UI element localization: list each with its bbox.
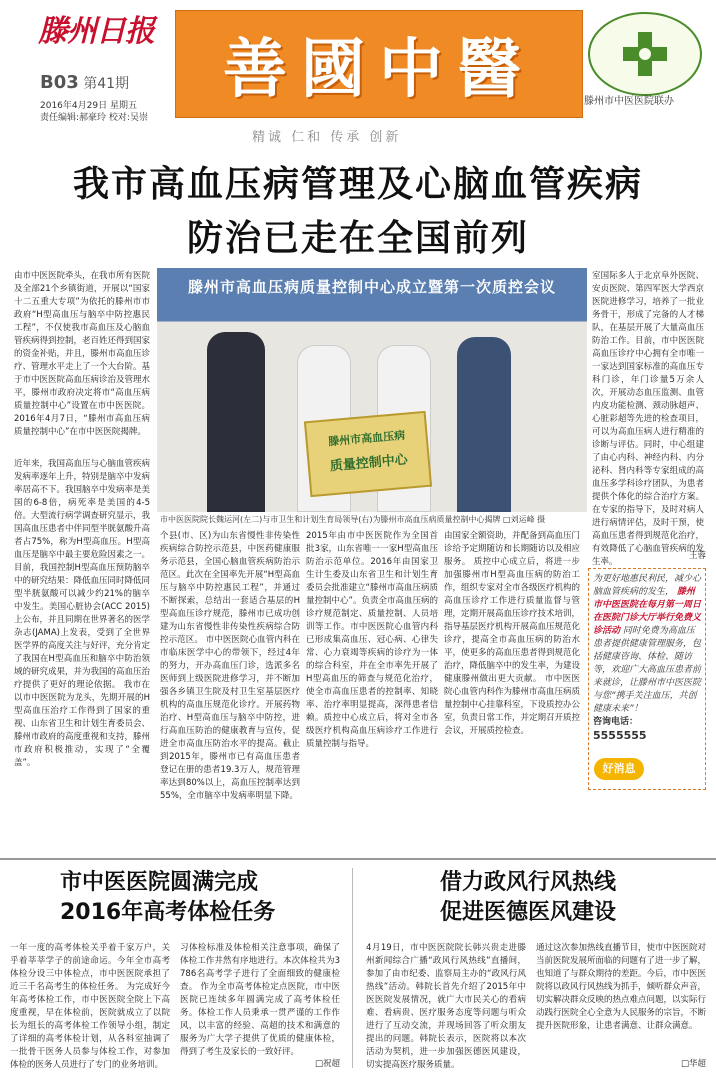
story2-title [60, 868, 340, 928]
section-divider [0, 858, 716, 860]
lead-headline-line1: 我市高血压病管理及心脑血管疾病 [72, 164, 643, 205]
lead-column-3: 2015年由市中医医院作为全国首批3家，山东省唯一一家H型高血压防治示范单位。2016年由国家卫生计生委及山东省卫生和计划生育委员会批准建立“滕州市高血压病质量控制中心”。负责全市高血压病的诊疗规范制定、质量控制、人员培训等工作。市中医医院心血管内科已形成集高血压、冠心病、心律失常、心力衰竭等疾病的诊疗为一体的综合科室，并在全市率先开展了H型高血压的筛查与规范化治疗，使全市高血压患者的控制率、知晓率、治疗率明显提高，深得患者信赖。质控中心成立后，将对全市各级医疗机构高血压病诊疗工作进行质量控制与指导。 [306, 531, 438, 749]
issue-label: 第41期 [83, 76, 130, 92]
hospital-logo [588, 12, 702, 96]
story3-column-2: 通过这次参加热线直播节目，使市中医医院对当前医院发展所面临的问题有了进一步了解，也知道了与群众期待的差距。今后，市中医医院将以政风行风热线为抓手，倾听群众声音，切实解决群众反映的热点难点问题，以实际行动践行医院全心全意为人民服务的宗旨，不断提升医院形象，让患者满意、让群众满意。 [536, 943, 707, 1031]
photo-person [457, 337, 511, 512]
photo-plaque [304, 411, 432, 497]
newspaper-name: 滕州日报 [38, 14, 154, 49]
story3-column-1: 4月19日，市中医医院院长韩兴贵走进滕州新闻综合广播“政风行风热线”直播间，参加了由市纪委、监察局主办的“政风行风热线”活动。韩院长首先介绍了2015年中医医院发展情况，就广大市民关心的看病难、看病贵、医疗服务态度等问题与听众进行了互动交流，并现场回答了听众朋友提出的问题。韩院长表示，医院将以本次活动为契机，进一步加强医德医风建设，切实提高医疗服务质量。 [366, 943, 526, 1070]
page-code: B03 [40, 72, 79, 93]
issue-date: 2016年4月29日 [40, 101, 108, 111]
editor-credit: 责任编辑:郝豪玲 [40, 113, 107, 123]
lead-photo [157, 268, 587, 512]
story3-author: □华超 [680, 1059, 706, 1069]
photo-caption-text: 市中医医院院长魏运河(左二)与市卫生和计划生育局领导(右)为滕州市高血压病质量控制中心揭牌 [160, 515, 501, 524]
notice-badge: 好消息 [594, 758, 644, 780]
issue-meta [40, 100, 148, 124]
photo-banner-text: 滕州市高血压病质量控制中心成立暨第一次质控会议 [187, 278, 556, 296]
photo-person [207, 332, 265, 512]
hospital-logo-icon [618, 28, 672, 80]
lead-intro: 由市中医医院牵头，在我市所有医院及全部21个乡镇街道，开展以“国家十二五重大专项”为依托的滕州市市政府“H型高血压与脑卒中防控惠民工程”，不仅使我市高血压及心脑血管疾病得到控制，老百姓还得到国家的资金补贴，并且，滕州市高血压诊疗、管理水平走上了一个大台阶。基于市中医医院高血压病诊治及管理水平，滕州市政府决定将市“高血压病质量控制中心”设置在市中医医院。2016年4月7日，“滕州市高血压病质量控制中心”在市中医医院揭牌。 [14, 271, 151, 437]
story2-title-line2: 2016年高考体检任务 [60, 900, 276, 925]
issue-info [40, 72, 129, 93]
lead-column-5: 室国际多人于北京阜外医院、安贞医院、第四军医大学西京医院进修学习，培养了一批业务骨干，形成了完备的人才梯队，在基层开展了大量高血压防治工作。目前，市中医医院高血压诊疗中心拥有全市唯一一家达到国家标准的高血压专科门诊，年门诊量5万余人次，开展动态血压监测、血管内皮功能检测、颈动脉超声、心脏彩超等先进的检查项目，可以为高血压病人进行精准的诊断与评估。同时，中心组建了由心内科、神经内科、内分泌科、肾内科等专家组成的高血压多学科诊疗团队，为患者提供个体化的综合治疗方案。在专家的指导下，及时对病人进行病情评估，及时干预，使高血压患者得到规范化治疗，有效降低了心脑血管疾病的发生率。 [592, 271, 704, 567]
story3-title-line2: 促进医德医风建设 [440, 900, 617, 925]
lead-column-4: 由国家全额资助，并配备到高血压门诊给予定期随访和长期随访以及相应服务。 质控中心成立后，将进一步加强滕州市H型高血压病的防治工作，组织专家对全市各级医疗机构的高血压诊疗工作进行质量监督与管理，定期开展高血压诊疗技术培训，指导基层医疗机构开展高血压规范化诊疗，提高全市高血压病的防治水平，使更多的高血压患者得到规范化治疗，降低脑卒中的发生率，为建设健康滕州做出更大贡献。 市中医医院心血管内科作为滕州市高血压病质量控制中心挂靠科室，下设质控办公室，负责日常工作，并定期召开质控会议，开展质控检查。 [444, 531, 581, 736]
free-clinic-notice [588, 568, 706, 790]
lead-headline-line2: 防治已走在全国前列 [186, 218, 529, 259]
lead-column-2: 个县(市、区)为山东省慢性非传染性疾病综合防控示范县，中医药健康服务示范县，全国心脑血管疾病防治示范区。此次在全国率先开展“H型高血压与脑卒中防控惠民工程”，并通过不断探索，总结出一套适合基层的H型高血压诊疗规范，滕州市已成功创建为山东省慢性非传染性疾病综合防控示范区。 市中医医院心血管内科在市临床医学中心的带领下，经过4年的努力，开办高血压门诊，选派多名医师到上级医院进修学习，并不断加强各乡镇卫生院及村卫生室基层医疗机构的高血压规范化诊疗。开展药物治疗、H型高血压与脑卒中防控，进行高血压防治的健康教育与宣传，促进全市高血压防治水平的提高。截止到2015年，滕州市已有高血压患者登记在册的患者19.3万人，规范管理率达到80%以上，高血压控制率达到55%，全市脑卒中发病率明显下降。 [160, 531, 300, 801]
logo-caption: 滕州市中医医院联办 [584, 96, 674, 107]
section-slogan: 精诚 仁和 传承 创新 [252, 130, 402, 145]
section-banner [175, 10, 583, 118]
plaque-line1: 滕州市高血压病 [327, 428, 406, 449]
story3-title [440, 868, 700, 928]
photo-caption-author: □刘运峰 摄 [503, 515, 546, 524]
issue-weekday: 星期五 [109, 101, 137, 111]
photo-caption [160, 514, 586, 525]
notice-phone: 5555555 [593, 729, 647, 742]
lead-column-1: 近年来，我国高血压与心脑血管疾病发病率逐年上升，特别是脑卒中发病率居高不下。我国脑卒中发病率是美国的6-8倍，病死率是美国的4-5倍。大型流行病学调查研究显示，我国高血压患者中伴同型半胱氨酸升高者占75%，称为H型高血压。H型高血压是脑卒中最主要危险因素之一。目前，我国控制H型高血压预防脑卒中的研究结果：降低血压同时降低同型半胱氨酸可以减少约21%的脑卒中发生。美国心脏协会(ACC 2015)上公布，并且同期在世界著名的医学杂志(JAMA)上发表，受到了全世界医学界的高度关注与好评，充分肯定了我国在H型高血压和脑卒中防治领域的研究成果，并为我国的高血压治疗提供了更好的理论依据。 我市在以市中医医院为龙头，先期开展的H型高血压治疗工作得到了国家的重视、山东省卫生和计划生育委员会、滕州市政府的高度重视和支持，滕州市政府积极推动，实现了“全覆盖”。 [14, 459, 151, 768]
notice-phone-label: 咨询电话： [593, 717, 639, 727]
notice-body: 同时免费为高血压患者提供健康管理服务，包括健康咨询、体检、随访等，欢迎广大高血压患者前来就诊，让滕州市中医医院与您“携手关注血压，共创健康未来”！ [593, 626, 702, 714]
proof-credit: 校对:吴崇 [108, 113, 148, 123]
plaque-line2: 质量控制中心 [329, 452, 409, 475]
story3-title-line1: 借力政风行风热线 [440, 870, 617, 895]
story2-title-line1: 市中医医院圆满完成 [60, 870, 259, 895]
story2-column-1: 一年一度的高考体检关乎着千家万户，关乎着莘莘学子的前途命运。今年全市高考体检分设三中体检点，市中医医院承担了近三千名高考生的体检任务。 为完成好今年高考体检工作，市中医医院全院上下高度重视，早在体检前，医院就成立了以院长为组长的高考体检工作领导小组，制定了详细的高考体检计划，从各科室抽调了一批骨干医务人员参与体检工作，对参加体检的医务人员进行了专门的业务培训。 [10, 943, 170, 1070]
section-banner-title: 善國中醫 [223, 32, 535, 107]
story2-column-2: 习体检标准及体检相关注意事项，确保了体检工作井然有序地进行。本次体检共为3786名高考学子进行了全面细致的健康检查。 作为全市高考体检定点医院，市中医医院已连续多年圆满完成了高考体检任务。体检工作人员秉承一贯严谨的工作作风，以丰富的经验、高超的技术和满意的服务为广大学子提供了优质的健康体检，得到了考生及家长的一致好评。 [180, 943, 340, 1057]
story2-author: □祝超 [314, 1059, 340, 1069]
notice-intro: 为更好地惠民利民，减少心脑血管疾病的发生， [593, 574, 702, 597]
lead-author: 王蓉 [688, 551, 706, 561]
notice-highlight: 滕州市中医医院在每月第一周日在医院门诊大厅举行免费义诊活动 [593, 587, 702, 636]
column-rule [352, 868, 353, 1068]
